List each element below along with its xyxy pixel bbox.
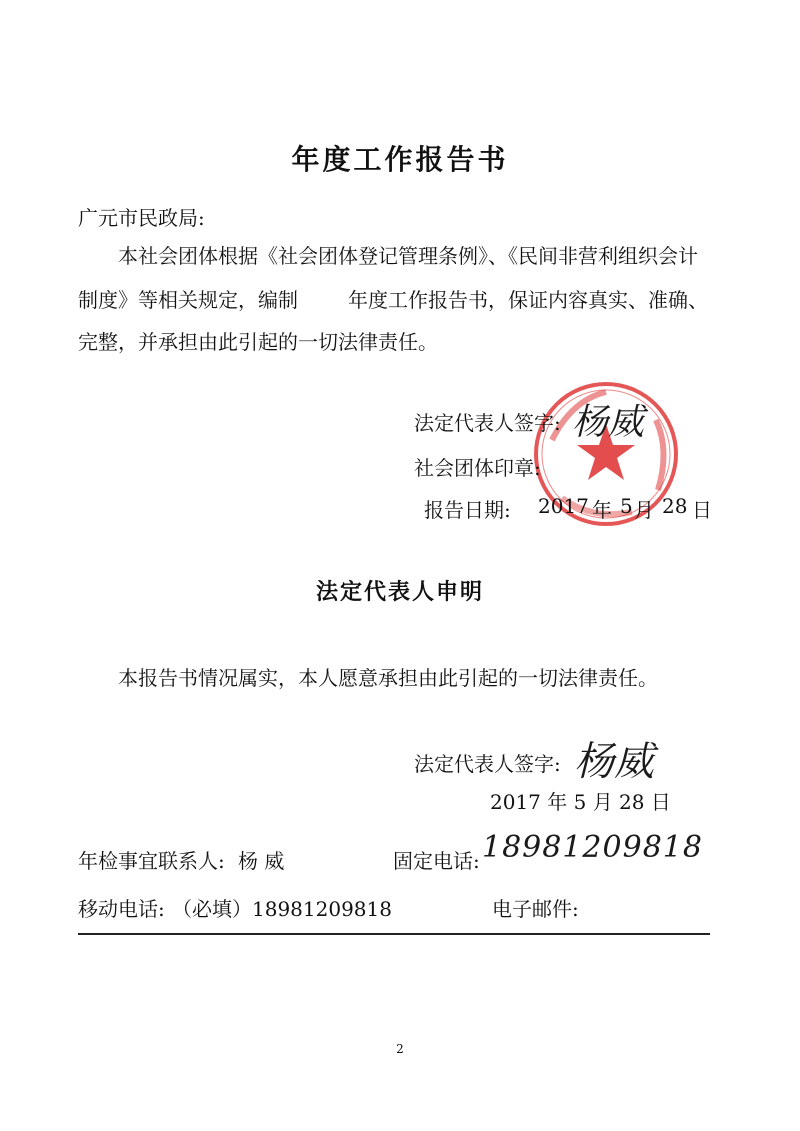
contact-person-label: 年检事宜联系人:	[78, 849, 225, 873]
report-date-year: 2017	[538, 494, 589, 518]
rep-signature: 杨威	[572, 402, 645, 443]
contact-person: 杨 威	[238, 849, 285, 873]
fixed-phone: 18981209818	[482, 830, 703, 865]
report-date-year-char: 年	[592, 498, 612, 522]
rep-signature-label: 法定代表人签字:	[414, 411, 561, 435]
body-line-1: 本社会团体根据《社会团体登记管理条例》、《民间非营利组织会计	[118, 244, 698, 268]
report-date-label: 报告日期:	[424, 498, 511, 522]
page-number: 2	[396, 1042, 404, 1056]
body-line-2a: 制度》等相关规定，编制	[78, 288, 298, 312]
report-date-day-char: 日	[692, 498, 712, 522]
page-title: 年度工作报告书	[291, 143, 509, 176]
mobile-number: （必填）18981209818	[172, 897, 392, 921]
mobile-label: 移动电话:	[78, 897, 165, 921]
report-date-month: 5	[620, 494, 633, 518]
fixed-phone-label: 固定电话:	[393, 849, 480, 873]
declaration-rep-signature: 杨威	[574, 739, 654, 785]
declaration-date: 2017 年 5 月 28 日	[490, 790, 671, 814]
declaration-title: 法定代表人申明	[315, 579, 484, 605]
body-line-2b: 年度工作报告书，保证内容真实、准确、	[348, 288, 708, 312]
body-line-3: 完整，并承担由此引起的一切法律责任。	[78, 330, 438, 354]
email-label: 电子邮件:	[492, 897, 579, 921]
declaration-text: 本报告书情况属实，本人愿意承担由此引起的一切法律责任。	[118, 666, 658, 690]
report-date-month-char: 月	[634, 498, 654, 522]
declaration-rep-label: 法定代表人签字:	[414, 752, 561, 776]
bottom-divider	[78, 933, 710, 935]
seal-label: 社会团体印章:	[414, 456, 541, 480]
addressee: 广元市民政局:	[78, 206, 205, 230]
report-date-day: 28	[662, 494, 688, 518]
